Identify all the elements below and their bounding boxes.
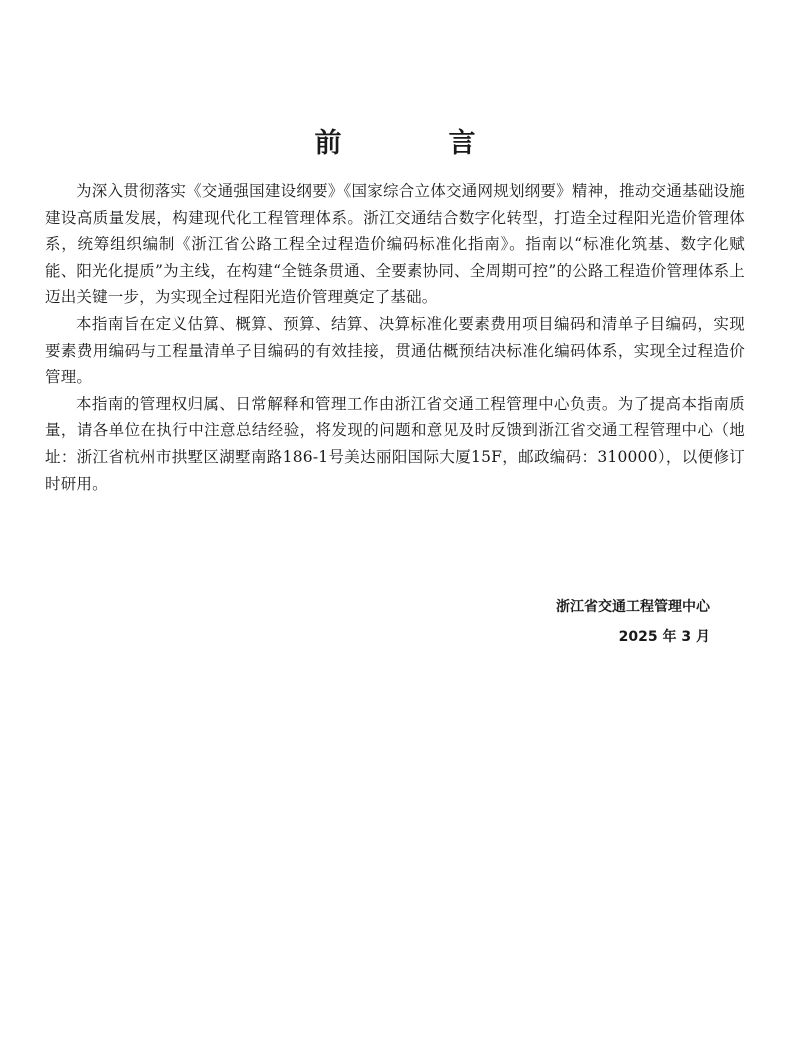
signature-block — [556, 592, 710, 652]
preface-body — [45, 178, 745, 497]
page-title: 前 言 — [314, 128, 516, 159]
signature-date: 2025 年 3 月 — [618, 629, 710, 645]
paragraph-1: 为深入贯彻落实《交通强国建设纲要》《国家综合立体交通网规划纲要》精神，推动交通基础设施建设高质量发展，构建现代化工程管理体系。浙江交通结合数字化转型，打造全过程阳光造价管理体系，统筹组织编制《浙江省公路工程全过程造价编码标准化指南》。指南以“标准化筑基、数字化赋能、阳光化提质”为主线，在构建“全链条贯通、全要素协同、全周期可控”的公路工程造价管理体系上迈出关键一步，为实现全过程阳光造价管理奠定了基础。 — [45, 182, 745, 307]
signature-organization: 浙江省交通工程管理中心 — [556, 599, 710, 615]
paragraph-3: 本指南的管理权归属、日常解释和管理工作由浙江省交通工程管理中心负责。为了提高本指南质量，请各单位在执行中注意总结经验，将发现的问题和意见及时反馈到浙江省交通工程管理中心（地址：浙江省杭州市拱墅区湖墅南路186-1号美达丽阳国际大厦15F，邮政编码：310000），以便修订时研用。 — [45, 394, 745, 493]
paragraph-2: 本指南旨在定义估算、概算、预算、结算、决算标准化要素费用项目编码和清单子目编码，实现要素费用编码与工程量清单子目编码的有效挂接，贯通估概预结决标准化编码体系，实现全过程造价管理。 — [45, 314, 745, 387]
